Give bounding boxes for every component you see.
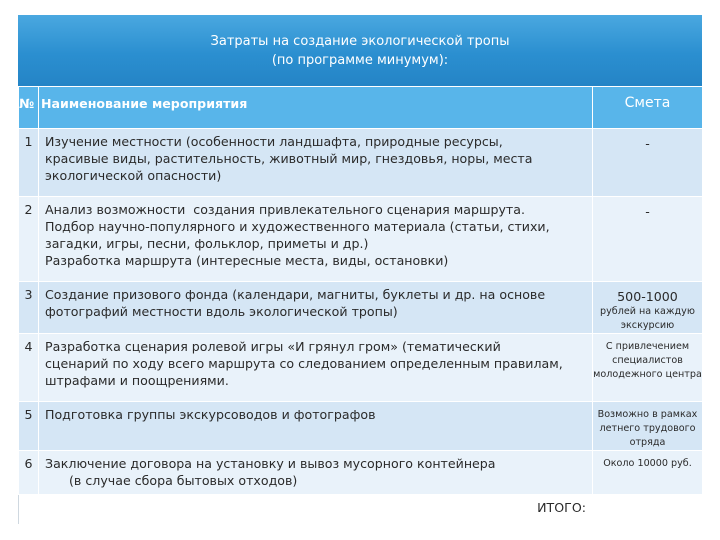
total-empty-cell (19, 495, 39, 525)
total-value (593, 495, 703, 525)
description-line: фотографий местности вдоль экологической тропы) (45, 304, 398, 319)
description-line: загадки, игры, песни, фольклор, приметы и др.) (45, 236, 369, 251)
row-number: 1 (19, 129, 39, 197)
row-cost (593, 334, 703, 402)
row-description (39, 451, 593, 495)
description-line: экологической опасности) (45, 168, 222, 183)
table-row (19, 197, 703, 282)
page-subtitle: (по программе минумум): (271, 53, 449, 68)
table-row (19, 282, 703, 334)
row-description (39, 129, 593, 197)
description-line: Разработка маршрута (интересные места, виды, остановки) (45, 253, 449, 268)
column-header-num: № (19, 87, 39, 129)
description-line: Разработка сценария ролевой игры «И грянул гром» (тематический (45, 339, 501, 354)
column-header-cost: Смета (593, 87, 703, 129)
row-description (39, 402, 593, 451)
row-description (39, 282, 593, 334)
row-cost (593, 129, 703, 197)
row-cost (593, 451, 703, 495)
cost-value: - (645, 136, 650, 151)
cost-note: С привлечением специалистов молодежного центра (593, 341, 702, 380)
description-line: красивые виды, растительность, животный мир, гнездовья, норы, места (45, 151, 533, 166)
cost-table (18, 86, 703, 525)
description-line: Создание призового фонда (календари, магниты, буклеты и др. на основе (45, 287, 546, 302)
description-line: Анализ возможности создания привлекательного сценария маршрута. (45, 202, 525, 217)
table-row (19, 129, 703, 197)
column-header-name: Наименование мероприятия (39, 87, 593, 129)
row-description (39, 197, 593, 282)
table-row (19, 451, 703, 495)
cost-note: Около 10000 руб. (603, 458, 692, 469)
total-label: ИТОГО: (39, 495, 593, 525)
row-number: 6 (19, 451, 39, 495)
row-cost (593, 197, 703, 282)
description-line: Заключение договора на установку и вывоз мусорного контейнера (45, 456, 496, 471)
row-cost (593, 282, 703, 334)
page-title: Затраты на создание экологической тропы (210, 34, 510, 49)
description-line: штрафами и поощрениями. (45, 373, 229, 388)
description-line: Подбор научно-популярного и художественного материала (статьи, стихи, (45, 219, 550, 234)
title-banner (18, 15, 702, 86)
table-row (19, 334, 703, 402)
table-header-row (19, 87, 703, 129)
row-cost (593, 402, 703, 451)
description-line: (в случае сбора бытовых отходов) (45, 473, 298, 488)
row-number: 4 (19, 334, 39, 402)
row-number: 3 (19, 282, 39, 334)
row-number: 5 (19, 402, 39, 451)
total-row (19, 495, 703, 525)
table-row (19, 402, 703, 451)
row-number: 2 (19, 197, 39, 282)
description-line: Изучение местности (особенности ландшафта, природные ресурсы, (45, 134, 503, 149)
slide (18, 15, 702, 525)
description-line: сценарий по ходу всего маршрута со следованием определенным правилам, (45, 356, 563, 371)
cost-value: 500-1000 (617, 289, 678, 304)
cost-value: - (645, 204, 650, 219)
cost-note: Возможно в рамках летнего трудового отряда (597, 409, 698, 448)
cost-note: рублей на каждую экскурсию (600, 306, 695, 331)
description-line: Подготовка группы экскурсоводов и фотографов (45, 407, 376, 422)
row-description (39, 334, 593, 402)
